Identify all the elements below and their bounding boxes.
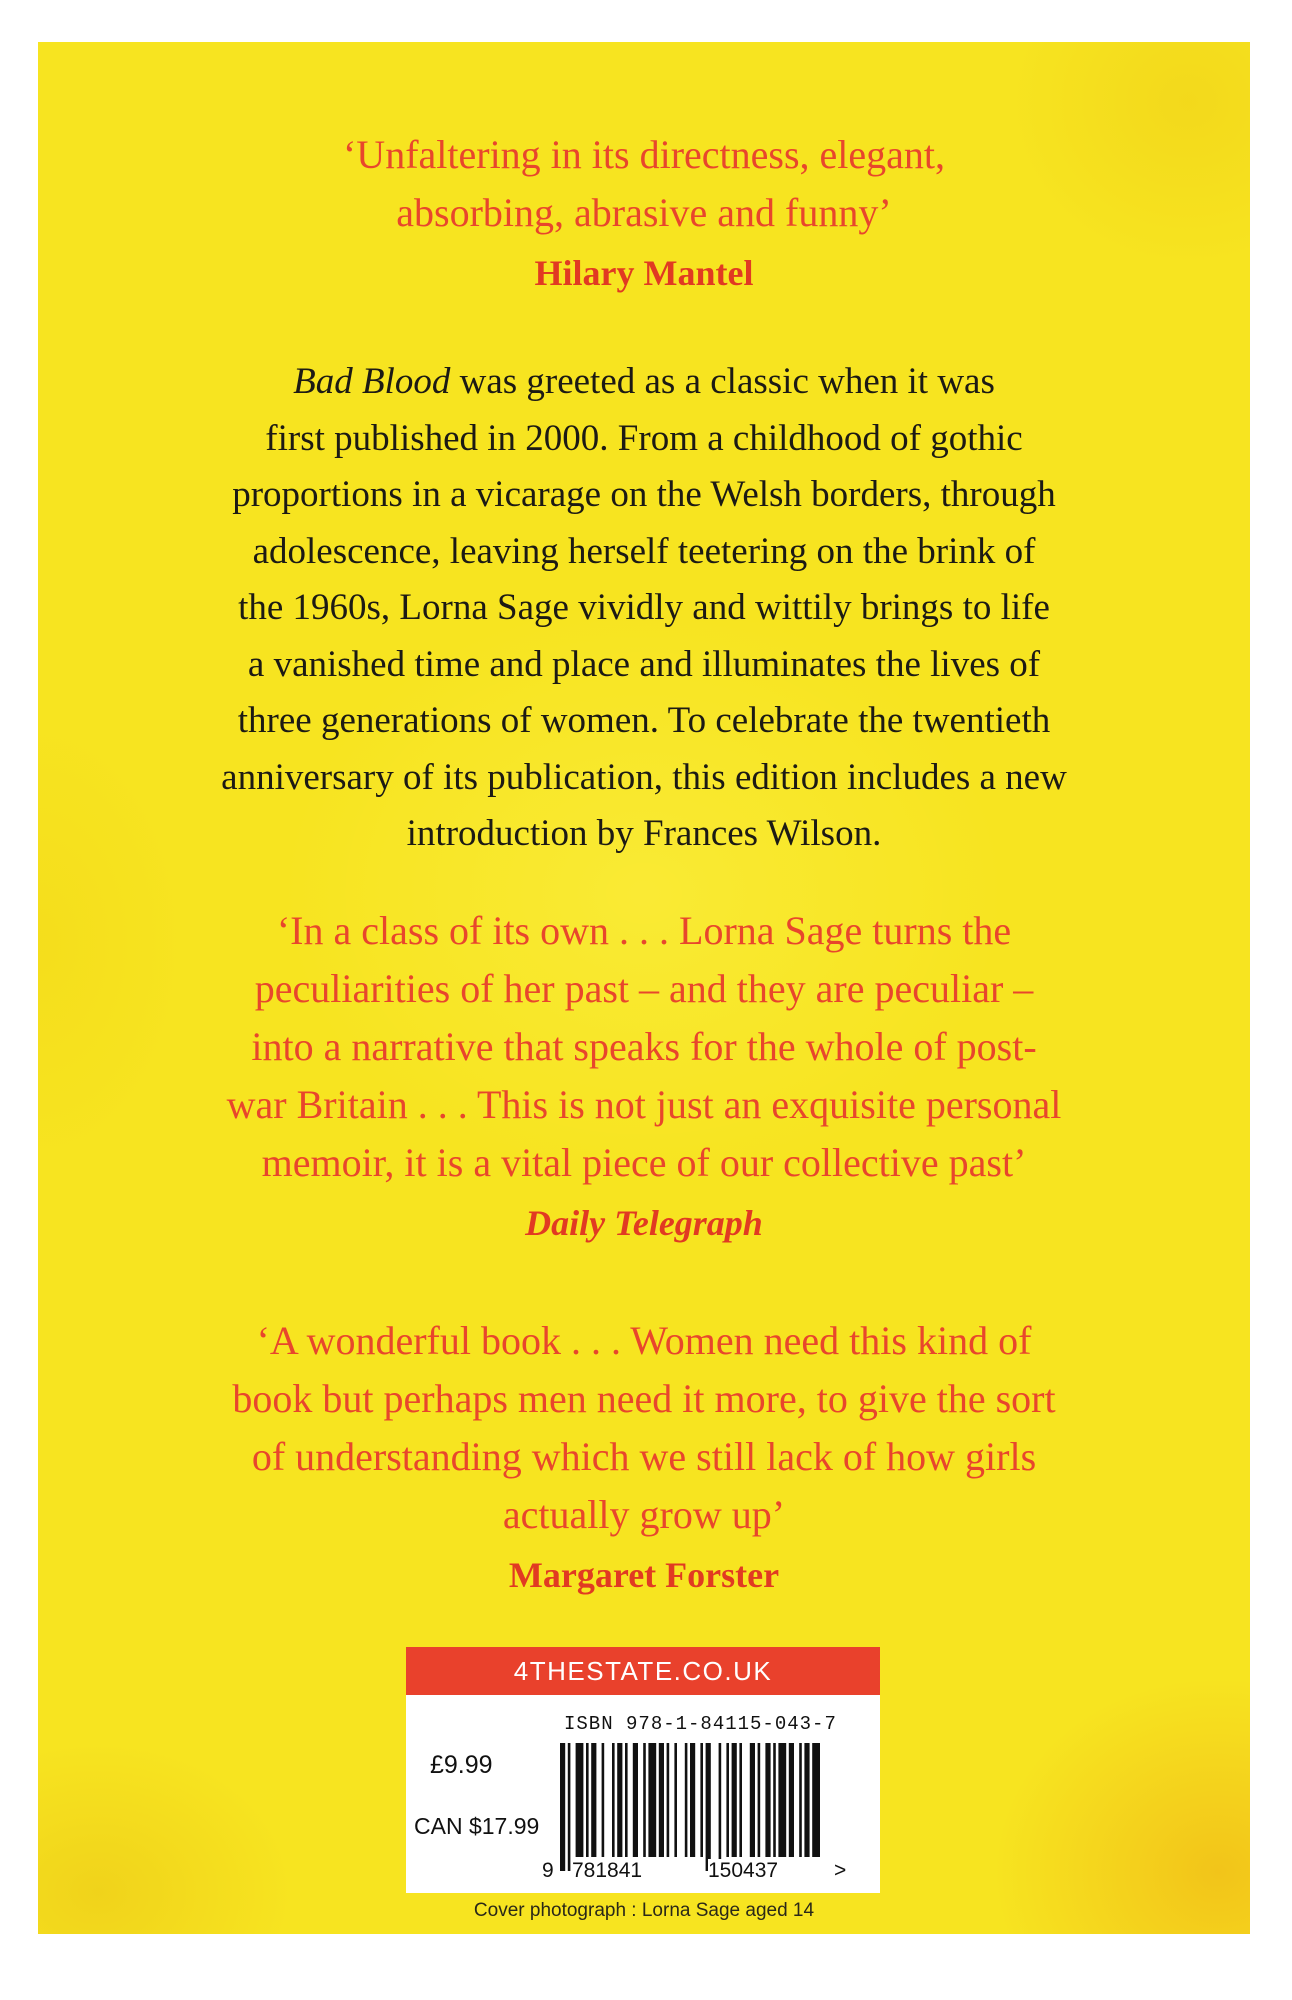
barcode-bar bbox=[719, 1743, 722, 1871]
quote-margaret-forster bbox=[38, 1312, 1250, 1606]
barcode-bar bbox=[602, 1743, 605, 1857]
barcode-bar bbox=[765, 1743, 770, 1857]
barcode-bar bbox=[667, 1743, 670, 1857]
barcode-bar bbox=[690, 1743, 695, 1857]
barcode-panel bbox=[406, 1647, 880, 1893]
barcode-bar bbox=[812, 1743, 820, 1857]
barcode-bar bbox=[560, 1743, 565, 1871]
quote-line: ‘In a class of its own . . . Lorna Sage turns the bbox=[276, 908, 1012, 953]
barcode-bar bbox=[576, 1743, 584, 1857]
barcode-bar bbox=[750, 1743, 755, 1857]
quote-line: ‘Unfaltering in its directness, elegant, bbox=[342, 132, 946, 177]
barcode-bar bbox=[726, 1743, 729, 1857]
quote-author: Hilary Mantel bbox=[534, 253, 754, 293]
blurb-line: anniversary of its publication, this edition includes a new bbox=[221, 756, 1067, 798]
barcode-bar bbox=[625, 1743, 628, 1857]
barcode-bar bbox=[789, 1743, 794, 1857]
barcode-bar bbox=[706, 1743, 711, 1871]
quote-line: ‘A wonderful book . . . Women need this kind of bbox=[256, 1318, 1032, 1363]
barcode-bar bbox=[586, 1743, 589, 1857]
quote-line: peculiarities of her past – and they are peculiar – bbox=[254, 966, 1034, 1011]
barcode-digits-left: 781841 bbox=[572, 1859, 643, 1882]
blurb-line: introduction by Frances Wilson. bbox=[406, 813, 882, 854]
barcode bbox=[556, 1743, 826, 1871]
barcode-arrow: > bbox=[834, 1859, 847, 1882]
blurb-line-rest: was greeted as a classic when it was bbox=[450, 361, 995, 402]
barcode-bar bbox=[659, 1743, 664, 1857]
quote-line: book but perhaps men need it more, to give the sort bbox=[232, 1376, 1056, 1421]
blurb-line: proportions in a vicarage on the Welsh borders, through bbox=[232, 474, 1056, 515]
quote-hilary-mantel bbox=[38, 126, 1250, 304]
price-canada: CAN $17.99 bbox=[414, 1813, 540, 1839]
barcode-bar bbox=[778, 1743, 786, 1857]
barcode-bar bbox=[700, 1743, 703, 1857]
quote-daily-telegraph bbox=[38, 902, 1250, 1254]
blurb-line: first published in 2000. From a childhood of gothic bbox=[265, 417, 1023, 459]
quote-line: memoir, it is a vital piece of our collective past’ bbox=[261, 1140, 1027, 1185]
barcode-bar bbox=[643, 1743, 646, 1857]
blurb-line: three generations of women. To celebrate the twentieth bbox=[237, 700, 1051, 741]
barcode-bar bbox=[674, 1743, 677, 1857]
quote-author: Daily Telegraph bbox=[525, 1203, 763, 1243]
barcode-bar bbox=[633, 1743, 638, 1857]
blurb-line: a vanished time and place and illuminates the lives of bbox=[247, 643, 1041, 685]
barcode-bar bbox=[732, 1743, 737, 1857]
quote-line: into a narrative that speaks for the whole of post- bbox=[251, 1024, 1037, 1069]
blurb-line: the 1960s, Lorna Sage vividly and wittily brings to life bbox=[238, 587, 1050, 628]
blurb-line: adolescence, leaving herself teetering on the brink of bbox=[252, 530, 1036, 572]
barcode-bar bbox=[612, 1743, 615, 1857]
blurb-line bbox=[38, 354, 1250, 411]
quote-line: absorbing, abrasive and funny’ bbox=[396, 190, 892, 235]
barcode-bar bbox=[568, 1743, 571, 1871]
publisher-website: 4THESTATE.CO.UK bbox=[406, 1647, 880, 1695]
barcode-digits-right: 150437 bbox=[708, 1859, 779, 1882]
barcode-bar bbox=[739, 1743, 742, 1857]
quote-line: actually grow up’ bbox=[502, 1492, 786, 1537]
book-blurb bbox=[38, 354, 1250, 863]
barcode-bar bbox=[617, 1743, 622, 1857]
barcode-bar bbox=[799, 1743, 802, 1857]
book-back-cover bbox=[38, 42, 1250, 1934]
quote-line: of understanding which we still lack of how girls bbox=[251, 1434, 1037, 1479]
barcode-bar bbox=[685, 1743, 688, 1857]
price-uk: £9.99 bbox=[430, 1751, 493, 1779]
barcode-bar bbox=[758, 1743, 761, 1857]
barcode-bar bbox=[648, 1743, 656, 1857]
cover-photo-credit: Cover photograph : Lorna Sage aged 14 bbox=[473, 1900, 815, 1921]
barcode-digit-lead: 9 bbox=[542, 1859, 554, 1882]
barcode-bar bbox=[804, 1743, 809, 1857]
barcode-bar bbox=[773, 1743, 776, 1857]
isbn-number: ISBN 978-1-84115-043-7 bbox=[564, 1713, 837, 1735]
barcode-bar bbox=[591, 1743, 596, 1857]
quote-author: Margaret Forster bbox=[508, 1555, 780, 1595]
quote-line: war Britain . . . This is not just an exquisite personal bbox=[226, 1082, 1062, 1127]
book-title: Bad Blood bbox=[293, 361, 451, 402]
